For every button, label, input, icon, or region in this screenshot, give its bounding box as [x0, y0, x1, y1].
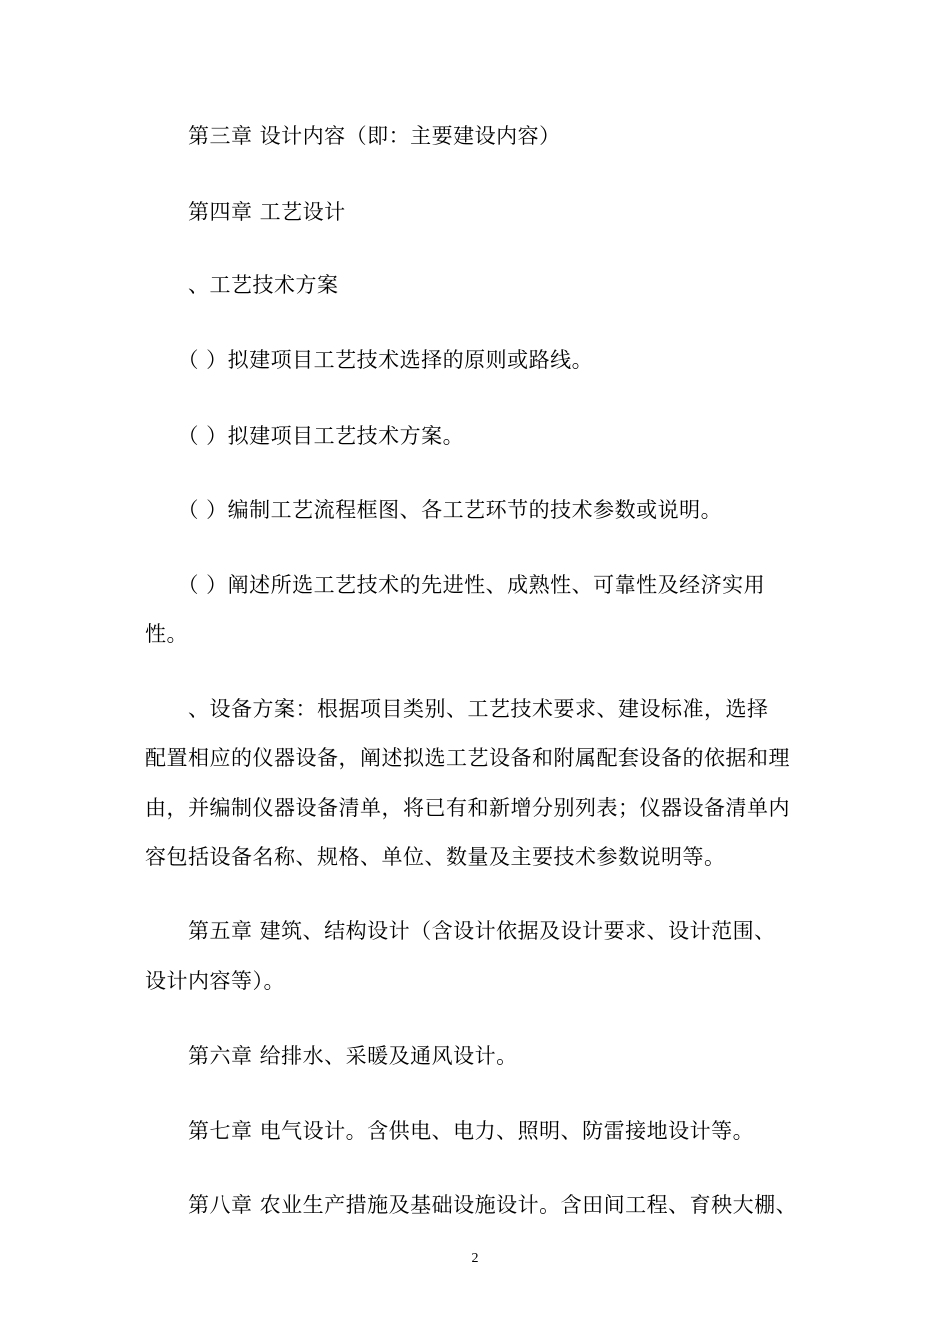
equipment-plan-line-4: 容包括设备名称、规格、单位、数量及主要技术参数说明等。 [145, 845, 726, 869]
chapter-5-heading-cont: 设计内容等）。 [145, 969, 285, 993]
item-process-advantages-cont: 性。 [145, 622, 188, 646]
item-process-principle: （ ）拟建项目工艺技术选择的原则或路线。 [145, 348, 594, 372]
page-number: 2 [471, 1251, 479, 1266]
chapter-8-heading: 第八章 农业生产措施及基础设施设计。含田间工程、育秧大棚、 [145, 1193, 798, 1217]
chapter-5-heading: 第五章 建筑、结构设计（含设计依据及设计要求、设计范围、 [145, 919, 776, 943]
chapter-4-heading: 第四章 工艺设计 [145, 200, 346, 224]
item-process-advantages: （ ）阐述所选工艺技术的先进性、成熟性、可靠性及经济实用 [145, 573, 766, 597]
equipment-plan-line-3: 由，并编制仪器设备清单，将已有和新增分别列表；仪器设备清单内 [145, 796, 790, 820]
section-process-technology: 、工艺技术方案 [145, 273, 339, 297]
chapter-7-heading: 第七章 电气设计。含供电、电力、照明、防雷接地设计等。 [145, 1119, 755, 1143]
section-equipment-plan: 、设备方案：根据项目类别、工艺技术要求、建设标准，选择 [145, 697, 769, 721]
item-process-flowchart: （ ）编制工艺流程框图、各工艺环节的技术参数或说明。 [145, 498, 723, 522]
chapter-6-heading: 第六章 给排水、采暖及通风设计。 [145, 1044, 518, 1068]
equipment-plan-line-2: 配置相应的仪器设备，阐述拟选工艺设备和附属配套设备的依据和理 [145, 746, 790, 770]
item-process-plan: （ ）拟建项目工艺技术方案。 [145, 424, 465, 448]
chapter-3-heading: 第三章 设计内容（即：主要建设内容） [145, 124, 561, 148]
